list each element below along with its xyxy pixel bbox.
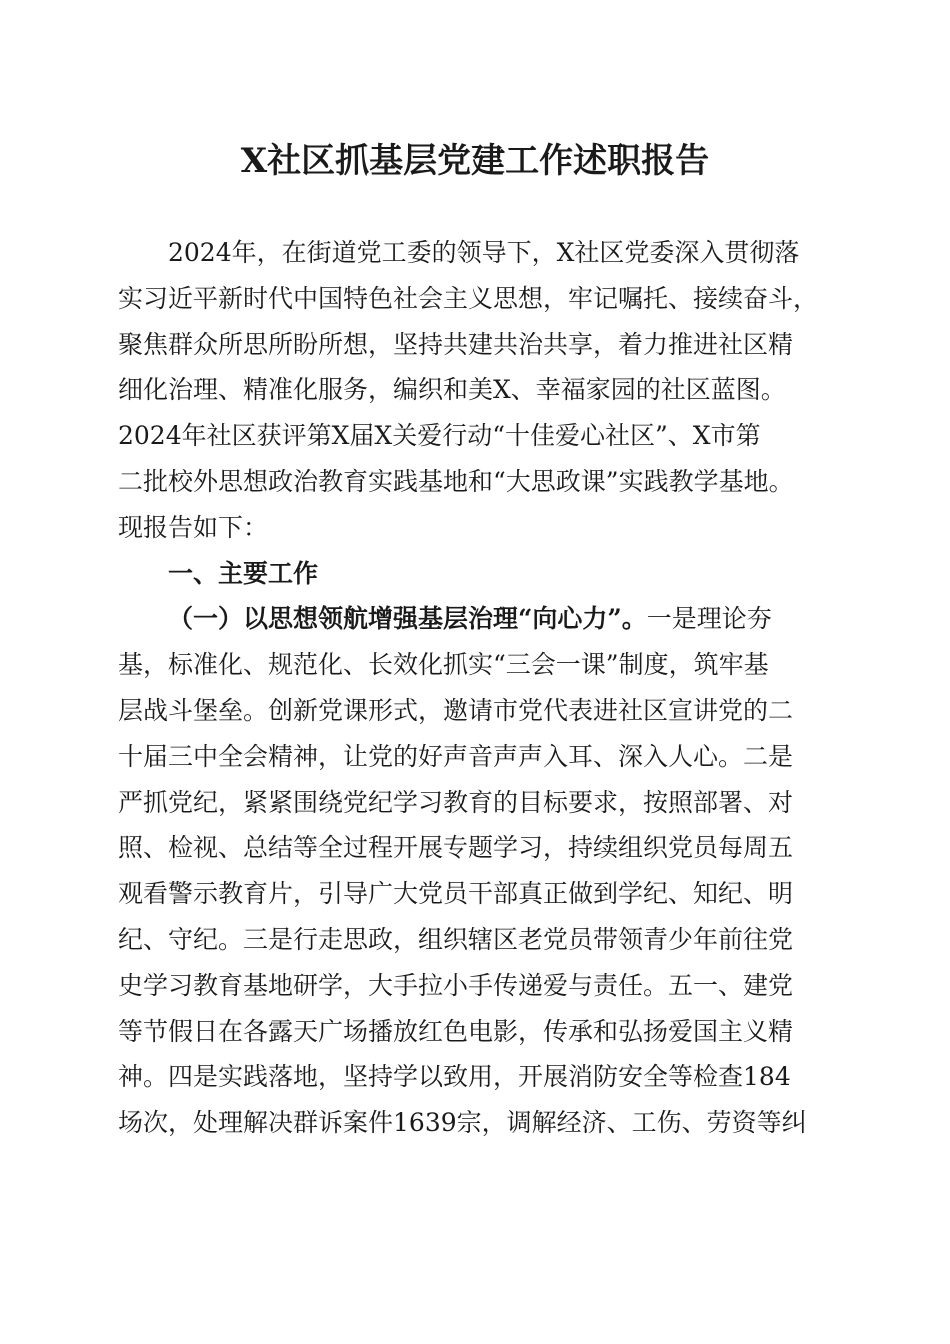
document-title: X社区抓基层党建工作述职报告 <box>240 141 710 181</box>
paragraph-line: 观看警示教育片，引导广大党员干部真正做到学纪、知纪、明 <box>118 879 794 909</box>
paragraph-line: 实习近平新时代中国特色社会主义思想，牢记嘱托、接续奋斗， <box>118 283 819 313</box>
subsection-lead-text: 一是理论夯 <box>646 604 772 634</box>
paragraph-line: 等节假日在各露天广场播放红色电影，传承和弘扬爱国主义精 <box>118 1016 794 1046</box>
paragraph-line: 2024年，在街道党工委的领导下，X社区党委深入贯彻落 <box>168 238 800 267</box>
document-body <box>118 230 848 1146</box>
paragraph-line: 细化治理、精准化服务，编织和美X、幸福家园的社区蓝图。 <box>118 375 786 405</box>
paragraph-line: 十届三中全会精神，让党的好声音声声入耳、深入人心。二是 <box>118 741 794 771</box>
subsection-heading: （一）以思想领航增强基层治理“向心力”。 <box>168 604 647 634</box>
paragraph-line: 纪、守纪。三是行走思政，组织辖区老党员带领青少年前往党 <box>118 924 794 954</box>
paragraph-line: 照、检视、总结等全过程开展专题学习，持续组织党员每周五 <box>118 833 794 863</box>
paragraph-line: 神。四是实践落地，坚持学以致用，开展消防安全等检查184 <box>118 1062 791 1092</box>
paragraph-line: 基，标准化、规范化、长效化抓实“三会一课”制度，筑牢基 <box>118 650 769 680</box>
paragraph-line: 聚焦群众所思所盼所想，坚持共建共治共享，着力推进社区精 <box>118 329 794 359</box>
section-heading: 一、主要工作 <box>168 558 319 588</box>
paragraph-line: 严抓党纪，紧紧围绕党纪学习教育的目标要求，按照部署、对 <box>118 787 794 817</box>
paragraph-line: 2024年社区获评第X届X关爱行动“十佳爱心社区”、X市第 <box>118 421 761 451</box>
subsection-lead-line <box>118 596 848 642</box>
paragraph-line: 现报告如下： <box>118 512 269 542</box>
paragraph-line: 史学习教育基地研学，大手拉小手传递爱与责任。五一、建党 <box>118 970 794 1000</box>
paragraph-line: 层战斗堡垒。创新党课形式，邀请市党代表进社区宣讲党的二 <box>118 695 794 725</box>
paragraph-line: 场次，处理解决群诉案件1639宗，调解经济、工伤、劳资等纠 <box>118 1108 807 1138</box>
paragraph-line: 二批校外思想政治教育实践基地和“大思政课”实践教学基地。 <box>118 466 794 496</box>
